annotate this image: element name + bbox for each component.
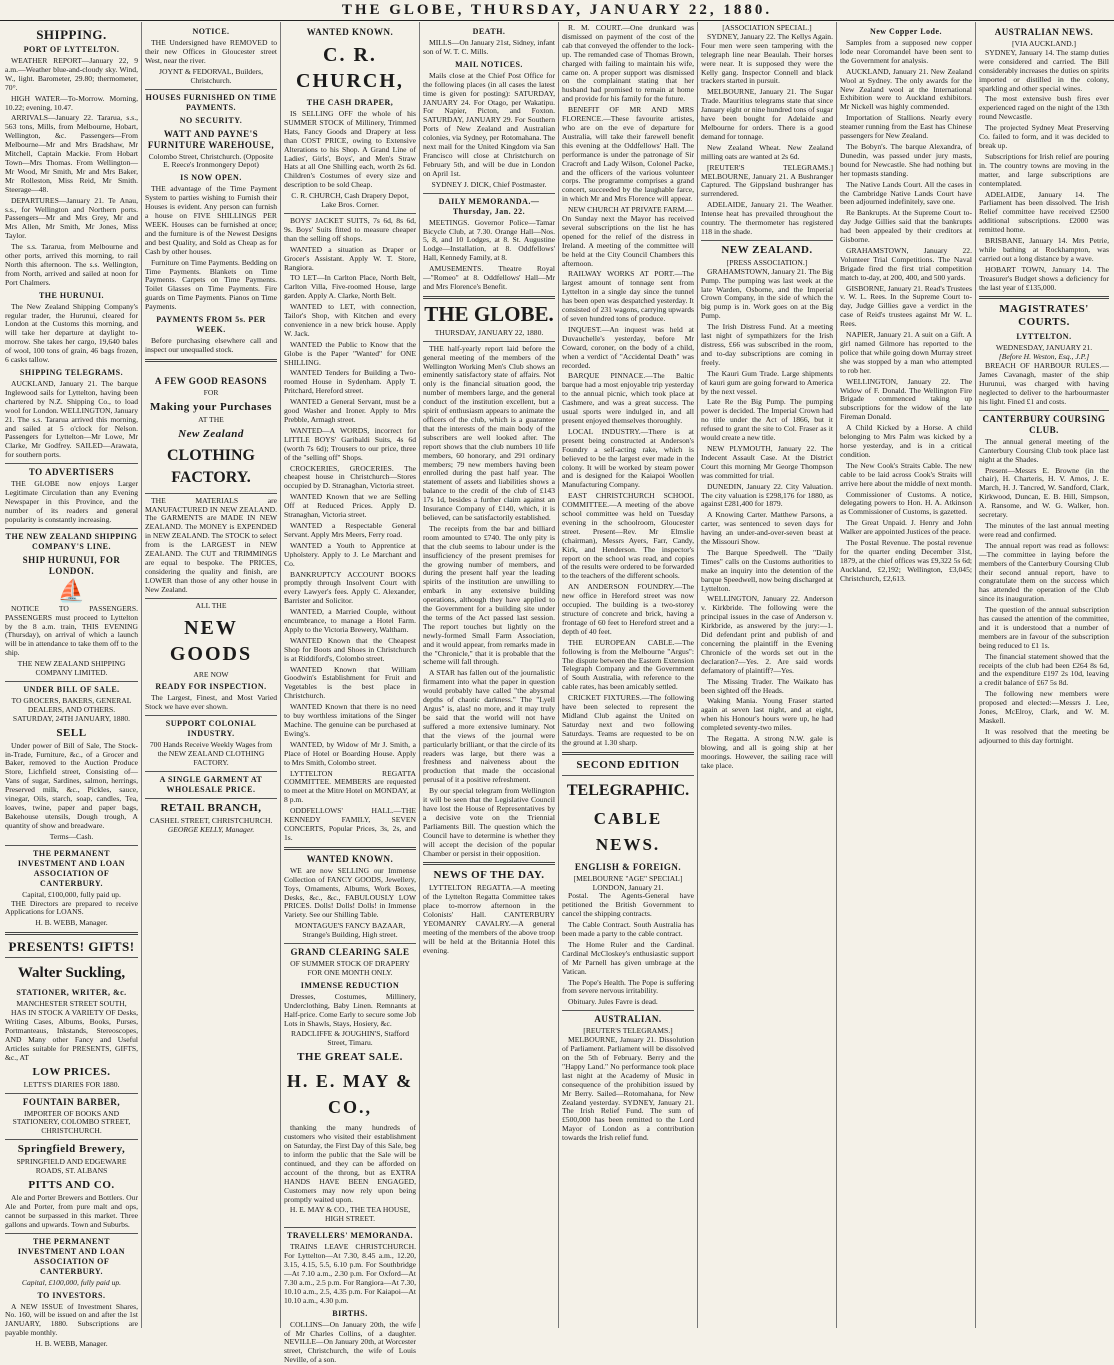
springfield-heading: Springfield Brewery,: [17, 1143, 126, 1156]
telegram-item: Importation of Stallions. Nearly every steamer running from the East has Chinese passengers for New Zealand.: [840, 113, 972, 141]
small-ads-list: [284, 217, 416, 843]
notice-signature: JOYNT & FEDORVAL, Builders, Christchurch.: [159, 66, 263, 85]
cable-item: The Home Ruler and the Cardinal. Cardinal McCloskey's enthusiastic support of Mr Parnell has given umbrage at the Vatican.: [562, 939, 694, 976]
divider: [145, 715, 277, 716]
daily-memoranda-amusements: AMUSEMENTS. Theatre Royal—"Romeo" at 8. Oddfellows' Hall—Mr and Mrs Florence's Benefit.: [423, 264, 555, 291]
the-globe-heading: THE GLOBE.: [424, 301, 554, 326]
divider: [5, 528, 138, 529]
suckling-subheading: STATIONER, WRITER, &c.: [16, 988, 127, 998]
watt-payments: PAYMENTS FROM 5s. PER WEEK.: [156, 315, 266, 335]
may-body: thanking the many hundreds of customers who visited their establishment on Saturday, the First Day of this Sale, beg to inform the public that the Sale will be continued, and they can be afforded on account of the throng, but as EXTRA HANDS HAVE BEEN ENGAGED, Customers may now rely upon being promptly waited upon.: [284, 1123, 416, 1204]
births-text: COLLINS—On January 20th, the wife of Mr Charles Collins, of a daughter. NEVILLE—On January 20th, at Worcester street, Christchurch, the wife of Louis Neville, of a son.: [284, 1319, 416, 1365]
australian-news-item: ADELAIDE, January 14. The Parliament has been dissolved. The Irish Relief committee have received £2500 additional subscriptions. £2000 was remitted home.: [979, 189, 1109, 235]
cable-news-sub: ENGLISH & FOREIGN.: [574, 861, 682, 872]
shipping-heading: SHIPPING.: [36, 27, 107, 42]
hurunui-heading: THE HURUNUI.: [38, 290, 105, 300]
nz-items: [701, 268, 833, 771]
daily-memoranda-meetings: MEETINGS. Governor Police—Tamar Bicycle Club, at 7.30. Orange Hall—Nos. 5, 8, and 10 Lodges, at 8. St. Augustine Lodge—Installation, at 8. Oddfellows' Hall, Kennedy Family, at 8.: [423, 217, 555, 263]
australian-heading: AUSTRALIAN.: [594, 1014, 662, 1025]
hands-text: 700 Hands Receive Weekly Wages from the NEW ZEALAND CLOTHING FACTORY.: [149, 740, 273, 768]
arrivals: ARRIVALS—January 22. Tararua, s.s., 563 tons, Mills, from Melbourne, Hobart, Wellington, &c. Passengers—From Melbourne—Mr and Mrs Bradshaw, Mr Mitchell, Captain Mackie. From Hobart Town—Mrs Thomas. From Wellington—Mr Wood, Mr Smith, Mr and Mrs Baker, Mr Rolleston, Miss Reid, Mr Smith. Steerage—48.: [5, 113, 138, 194]
reasons-for: FOR: [203, 387, 219, 397]
divider: [145, 359, 277, 362]
clearing-reduction: IMMENSE REDUCTION: [300, 980, 400, 990]
second-edition-heading: SECOND EDITION: [576, 758, 680, 771]
advertisers-text: THE GLOBE now enjoys Larger Legitimate Circulation than any Evening Newspaper in this Province, and the number of its readers and general popularity is constantly increasing.: [5, 479, 138, 524]
church-subheading: THE CASH DRAPER,: [306, 98, 394, 107]
hurunui-ship-heading: SHIP HURUNUI, FOR LONDON.: [22, 554, 121, 576]
coursing-item: It was resolved that the meeting be adjourned to this day fortnight.: [979, 726, 1109, 745]
nz-item: DUNEDIN, January 22. City Valuation. The city valuation is £298,176 for 1880, as against £281,400 for 1879.: [701, 481, 833, 509]
telegrams-text: AUCKLAND, January 21. The barque Inglewood sails for Lyttelton, having been chartered by N.Z. Shipping Co., to load wool for London. WELLINGTON, January 21. The s.s. Tararua arrived this morning, and sailed at 5 o'clock for Nelson. Passengers for Lyttelton—Mr Lowe, Mr Clarke, Mr Godfrey. SAILED—Arawata, for southern ports.: [5, 379, 138, 460]
daily-memoranda-heading: DAILY MEMORANDA.—Thursday, Jan. 22.: [438, 196, 540, 216]
lyttelton-body: BREACH OF HARBOUR RULES.—James Cavanagh, master of the ship Hurunui, was charged with having neglected to deliver to the harbourmaster his light. Fined £1 and costs.: [979, 361, 1109, 406]
australian-news-items: [979, 49, 1109, 293]
coursing-item: The financial statement showed that the receipts of the club had been £264 8s 6d, and the expenditure £197 2s 10d, leaving a credit balance of £67 5s 8d.: [979, 651, 1109, 688]
small-ad: WANTED, a Married Couple, without encumbrance, to manage a Hotel Farm. Apply to the Victoria Brewery, Waltham.: [284, 607, 416, 634]
telegram-item: Samples from a supposed new copper lode near Coromandel have been sent to the Government for analysis.: [840, 38, 972, 65]
column-2: [141, 22, 280, 1328]
globe-date: THURSDAY, JANUARY 22, 1880.: [434, 327, 544, 337]
news-item: AN ANDERSON FOUNDRY.—The new office in Hereford street was now occupied. The building is a two-storey structure of concrete and brick, having a frontage of 60 feet to Hereford street and a depth of 40 feet.: [562, 582, 694, 636]
cable-item: Obituary. Jules Favre is dead.: [568, 997, 658, 1007]
divider: [423, 193, 555, 194]
divider: [5, 957, 138, 958]
may-signature: H. E. MAY & CO., THE TEA HOUSE, HIGH STREET.: [289, 1205, 411, 1224]
coursing-club-heading: CANTERBURY COURSING CLUB.: [982, 413, 1106, 435]
mail-signature: SYDNEY J. DICK, Chief Postmaster.: [431, 179, 547, 189]
trains-text: TRAINS LEAVE CHRISTCHURCH. For Lyttelton—At 7.30, 8.45 a.m., 12.20, 3.15, 4.15, 5.5, 6.10 p.m. For Southbridge—At 7.10 a.m., 2.30 p.m. For Oxford—At 7.30 a.m., 2.5 p.m. For Rangiora—At 7.30, 10.10 a.m., 2.5, 4.35 p.m. For Kaiapoi—At 10.10 a.m., 4.30 p.m.: [284, 1242, 416, 1305]
notice-heading: NOTICE.: [192, 27, 230, 36]
watt-footer: Before purchasing elsewhere call and inspect our unequalled stock.: [145, 336, 277, 354]
passenger-notice: NOTICE TO PASSENGERS. PASSENGERS must proceed to Lyttelton by the 8 a.m. train, THIS EVENING (Thursday), on arrival of which a launch will be in attendance to take them off to the ship.: [5, 603, 138, 658]
wanted-known-heading-2: WANTED KNOWN.: [306, 853, 394, 864]
column-5: [558, 22, 697, 1328]
divider: [5, 1233, 138, 1234]
divider: [145, 89, 277, 90]
telegram-item: GISBORNE, January 21. Read's Trustees v. W. L. Rees. In the Supreme Court to-day, Judge Gillies gave a verdict in the case of Reid's trustees against Mr W. L. Rees.: [840, 283, 972, 329]
ship-icon: ⛵: [57, 577, 86, 603]
divider: [5, 1139, 138, 1140]
leader-paragraph: The receipts from the bar and billiard room amounted to £740. The only pity is that the club seems to labour under is the insufficiency of the present premises for the growing number of members, and during the present half year the leading spirits of the institution are unwilling to embark in any extensive building operations, although they have applied to the Government for a building site under the terms of the Act passed last session. The report touches but lightly on the newly-formed Small Farm Association, and it would appear, from remarks made in the "Chronicle," that it is probable that the scheme will fall through.: [423, 523, 555, 667]
news-item: CRICKET FIXTURES.—The following have been selected to represent the Midland Club against the United on Saturday next and two following Saturdays. Teams are requested to be on the ground at 1.30 sharp.: [562, 693, 694, 747]
divider: [145, 771, 277, 772]
nz-item: Late Re the Big Pump. The pumping power is decided. The Imperial Crown had no title under the Act of 1866, but it refused to grant the site to Col. Fraser as it would create a new title.: [701, 397, 833, 443]
watt-heading: WATT AND PAYNE'S FURNITURE WAREHOUSE,: [147, 128, 275, 150]
australian-news-item: The most extensive bush fires ever experienced raged on the night of the 13th round Newcastle.: [979, 94, 1109, 122]
divider: [5, 845, 138, 846]
divider: [562, 1010, 694, 1011]
new-goods-now: ARE NOW: [193, 669, 229, 679]
divider: [5, 932, 138, 935]
divider: [423, 341, 555, 342]
high-water: HIGH WATER—To-Morrow. Morning, 10.22; evening, 10.47.: [5, 93, 138, 112]
telegram-item: The Postal Revenue. The postal revenue for the quarter ending December 31st, 1879, at the chief offices was £9,322 5s 6d; Auckland, £2,192; Wellington, £3,045; Christchurch, £2,613.: [840, 538, 972, 583]
association-special-tag: [ASSOCIATION SPECIAL.]: [722, 23, 812, 32]
cable-date: LONDON, January 21.: [592, 882, 664, 892]
small-ad: WANTED a Youth to Apprentice at Upholstery. Apply to J. Le Marchant and Co.: [284, 540, 416, 568]
nz-item: The Missing Trader. The Waikato has been sighted off the Heads.: [701, 676, 833, 695]
small-ad: WANTED a Respectable General Servant. Apply Mrs Meers, Ferry road.: [284, 520, 416, 539]
clearing-signature: RADCLIFFE & JOUGHIN'S, Stafford Street, Timaru.: [290, 1029, 410, 1048]
australian-news-item: The projected Sydney Meat Preserving Co. failed to form, and it was decided to break up.: [979, 123, 1109, 150]
sale-audience: TO GROCERS, BAKERS, GENERAL DEALERS, AND OTHERS.: [11, 695, 132, 714]
divider: [423, 296, 555, 299]
travellers-heading: TRAVELLERS' MEMORANDA.: [287, 1231, 413, 1241]
sale-terms: Terms—Cash.: [49, 831, 94, 841]
australian-news-item: BRISBANE, January 14. Mrs Petrie, while bathing at Rockhampton, was carried out a long distance by a wave.: [979, 236, 1109, 263]
cable-item: The Cable Contract. South Australia has been made a party to the cable contract.: [562, 920, 694, 939]
investors-signature: H. B. WEBB, Manager.: [35, 1339, 108, 1349]
news-item: INQUEST.—An inquest was held at Duvauchelle's yesterday, before Mr Coward, coroner, on the body of a child, when a verdict of "Accidental Death" was recorded.: [562, 324, 694, 370]
column-grid: [2, 22, 1112, 1365]
pitts-body: Ale and Porter Brewers and Bottlers. Our Ale and Porter, from pure malt and ops, cannot be surpassed in this market. Three gallons and upwards. Town and Suburbs.: [5, 1193, 138, 1229]
cable-item: The Pope's Health. The Pope is suffering from severe nervous irritability.: [562, 977, 694, 996]
small-ad: WANTED, by Widow of Mr J. Smith, a Place of Hotel or Boarding House. Apply to Mrs Smith, Colombo street.: [284, 739, 416, 767]
telegram-item: NAPIER, January 21. A suit on a Gift. A girl named Gilmore has reported to the police that while going down Murray street she was stopped by a man who attempted to rob her.: [840, 330, 972, 375]
news-items: [562, 24, 694, 748]
sale-sell: SELL: [56, 726, 87, 739]
special-item: MELBOURNE, January 21. The Sugar Trade. Mauritius telegrams state that since January eight or nine hundred tons of sugar have been bought for Adelaide and Melbourne for orders. There is a good demand for tonnage.: [701, 87, 833, 141]
column-4: [419, 22, 558, 1328]
coursing-item: The following new members were proposed and elected:—Messrs J. Lee, Jones, McElroy, Clark, and W. M. Maskell.: [979, 689, 1109, 725]
pitts-heading: PITTS AND CO.: [28, 1179, 115, 1192]
weather-report: WEATHER REPORT—January 22, 9 a.m.—Weather blue-and-cloudy sky. Wind, W., light. Barometer, 29.80; thermometer, 70°.: [5, 56, 138, 92]
divider: [701, 240, 833, 241]
may-heading: H. E. MAY & CO.,: [286, 1071, 414, 1118]
wholesale-text: A SINGLE GARMENT AT WHOLESALE PRICE.: [159, 774, 263, 794]
low-prices: LOW PRICES.: [32, 1065, 111, 1078]
leader-paragraph: By our special telegram from Wellington it will be seen that the Legislative Council have lost the House of Representatives by a decisive vote on the Triennial Parliaments Bill. The question which the Council have to determine is whether they will accept the decision of the popular Chamber or persist in their opposition.: [423, 786, 555, 858]
sale-body: Under power of Bill of Sale, The Stock-in-Trade, Furniture, &c., of a Grocer and Baker, removed to the Auction Produce Store, Lichfield street, Consisting of— Vans of sugar, Sardines, salmon, herrings, Preserved milk, &c., Pickles, sauce, vinegar, Oils, starch, soap, candles, Tea, loaves, twine, paper and paper bags, Bakehouse utensils, Dough trough, A quantity of show and breadware.: [5, 740, 138, 830]
reasons-heading: A FEW GOOD REASONS: [154, 375, 268, 386]
small-ad: WANTED Known that we are Selling Off at Reduced Prices. Apply D. Stranaghan, Victoria street.: [284, 492, 416, 520]
small-ad: TO LET—In Carlton Place, North Belt, Carlton Villa, Five-roomed House, large garden. Apply A. Clarke, North Belt.: [284, 273, 416, 301]
telegram-items: [840, 39, 972, 584]
divider: [562, 775, 694, 776]
divider: [145, 493, 277, 494]
nz-item: Waking Mania. Young Fraser started again at seven last night, and at eight, when his Honour's hours were up, he had completed seventy-two miles.: [701, 696, 833, 733]
coursing-item: The minutes of the last annual meeting were read and confirmed.: [979, 520, 1109, 539]
divider: [979, 296, 1109, 299]
nz-item: The Irish Distress Fund. At a meeting last night of sympathizers for the Irish distress, £66 was subscribed in the room, and to-day subscriptions are coming in freely.: [701, 322, 833, 367]
nz-item: WELLINGTON, January 22. Anderson v. Kirkbride. The following were the principal issues in the case of Anderson v. Kirkbride, as answered by the jury:—1. Did defendant print and publish of and concerning the plaintiff in the Evening Chronicle of the words set out in the declaration?—Yes. 2. Are said words defamatory of plaintiff?—Yes.: [701, 594, 833, 675]
letts-diaries: LETTS'S DIARIES FOR 1880.: [23, 1079, 120, 1089]
houses-heading: HOUSES FURNISHED ON TIME PAYMENTS.: [145, 92, 277, 112]
nz-item: The Kauri Gum Trade. Large shipments of kauri gum are going forward to America by the next vessel.: [701, 368, 833, 396]
sailing-note: The s.s. Tararua, from Melbourne and other ports, arrived this morning, to rail North this afternoon. The s.s. Wellington, from North, arrived and sailed at noon for Port Chalmers.: [5, 242, 138, 287]
loan-capital-2: Capital, £100,000, fully paid up.: [21, 1277, 122, 1287]
news-item: NEW CHURCH AT PRIVATE FARM.—On Sunday next the Mayor has received several subscriptions on the list he has opened for the relief of the distress in Ireland. A meeting of the committee will be held at the City Council Chambers this afternoon.: [562, 205, 694, 268]
australian-news-tag: [VIA AUCKLAND.]: [1011, 39, 1077, 48]
suckling-body: HAS IN STOCK A VARIETY OF Desks, Writing Cases, Albums, Books, Purses, Portmanteaus, Inkstands, Stereoscopes, AND Many other Fancy and Useful Articles suitable for PRESENTS, GIFTS, &c., AT: [5, 1008, 138, 1062]
lyttelton-bench: [Before H. Weston, Esq., J.P.]: [998, 352, 1090, 362]
divider: [284, 847, 416, 850]
now-open: IS NOW OPEN.: [180, 173, 242, 183]
small-ad: BANKRUPTCY ACCOUNT BOOKS promptly through Insolvent Court with every Lawyer's fees. Apply C. Alexander, Barrister and Solicitor.: [284, 569, 416, 606]
divider: [562, 752, 694, 755]
small-ad: CROCKERIES, GROCERIES. The cheapest house in Christchurch—Stores occupied by D. Stranaghan, Victoria street.: [284, 463, 416, 491]
news-item: R. M. COURT.—One drunkard was dismissed on payment of the cost of the cab that conveyed the offender to the lock-up. The remanded case of Thomas Brown, charged with failing to maintain his wife, came on. A proper support was dismissed on the complainant stating that her husband had promised to remain at home and provide for his family for the future.: [562, 23, 694, 104]
australian-tag: [REUTER'S TELEGRAMS.]: [583, 1026, 673, 1036]
advertisers-heading: TO ADVERTISERS: [28, 467, 115, 478]
australian-news-item: HOBART TOWN, January 14. The Treasurer's Budget shows a deficiency for the last year of £135,000.: [979, 264, 1109, 292]
leader-articles: [423, 345, 555, 859]
australian-body: MELBOURNE, January 21. Dissolution of Parliament. Parliament will be dissolved on the 5th of February. Berry and the "Happy Land." No performance took place last night at the Academy of Music in consequence of the prohibition issued by Mr Berry. Sailed—Rotomahana, for New Zealand yesterday. SYDNEY, January 21. The Irish Relief Fund. The sum of £500,000 has been remitted to the Lord Mayor of London as a contribution towards the Irish relief fund.: [562, 1035, 694, 1143]
nzsc-signature: THE NEW ZEALAND SHIPPING COMPANY LIMITED.: [17, 659, 126, 678]
new-goods-all: ALL THE: [195, 600, 227, 610]
telegram-item: The Bobyn's. The barque Alexandra, of Dunedin, was passed under jury masts, bound for Newcastle. She had nothing but her topmasts standing.: [840, 141, 972, 178]
small-ad: WANTED—A WORDS, incorrect for LITTLE BOYS' Garibaldi Suits, 4s 6d (worth 7s 6d); Trousers to our price, three of the "selling off" Shops.: [284, 425, 416, 462]
small-ad: WANTED Known that William Goodwin's Establishment for Fruit and Vegetables is the best place in Christchurch.: [284, 664, 416, 701]
divider: [5, 681, 138, 682]
news-item: BARQUE PINNACE.—The Baltic barque had a most enjoyable trip yesterday to the annual picnic, which took place at Cashmere, and was a great success. The usual sports were indulged in, and all present enjoyed themselves thoroughly.: [562, 371, 694, 425]
leader-paragraph: A STAR has fallen out of the journalistic firmament into what the paper in question would probably have called "the abysmal depths of chaotic darkness." The "Lyell Argus" is, alas! no more, and it may truly be said that the world will not have suffered a more extensive luminary. Not that the views of the journal were particularly brilliant, or that the circle of its readers was large, but there was a freshness and naiveness about the production that made the occasional perusal of it a positive refreshment.: [423, 668, 555, 785]
watt-list: Furniture on Time Payments. Bedding on Time Payments. Blankets on Time Payments. Carpets on Time Payments. Toilet Glasses on Time Payments. Fire guards on Time Payments. Pianos on Time Payments.: [145, 257, 277, 312]
retail-heading: RETAIL BRANCH,: [160, 801, 262, 814]
mail-notices-heading: MAIL NOTICES.: [455, 59, 523, 69]
lyttelton-date: WEDNESDAY, JANUARY 21.: [995, 343, 1093, 353]
clearing-body: Dresses, Costumes, Millinery, Underclothing, Baby Linen. Remnants at Half-price. Come Early to secure some Job Lots in Shawls, Stays, Hosiery, &c.: [284, 991, 416, 1028]
telegrams-heading: SHIPPING TELEGRAMS.: [19, 368, 124, 377]
special-items: [701, 33, 833, 237]
loan-association-heading: THE PERMANENT INVESTMENT AND LOAN ASSOCIATION OF CANTERBURY.: [17, 848, 126, 888]
press-association-tag: [PRESS ASSOCIATION.]: [726, 257, 808, 267]
cable-items: [562, 892, 694, 1007]
australian-news-heading: AUSTRALIAN NEWS.: [994, 27, 1094, 37]
lyttelton-heading: LYTTELTON.: [1016, 332, 1072, 342]
australian-news-item: SYDNEY, January 14. The stamp duties were considered and carried. The Bill considerably increases the duties on spirits imported or distilled in the colony, sparkling and other special wines.: [979, 47, 1109, 93]
small-ad: LYTTELTON REGATTA COMMITTEE. MEMBERS are requested to meet at the Mitre Hotel on MONDAY, at 8 p.m.: [284, 768, 416, 805]
notice-body: THE Undersigned have REMOVED to their new Offices in Gloucester street West, near the river.: [145, 38, 277, 65]
suckling-street: MANCHESTER STREET SOUTH,: [16, 999, 127, 1009]
nzsc-heading: THE NEW ZEALAND SHIPPING COMPANY'S LINE.: [5, 531, 138, 551]
montague-signature: MONTAGUE'S FANCY BAZAAR, Strange's Building, High street.: [294, 921, 406, 940]
fancy-goods-body: WE are now SELLING our Immense Collection of FANCY GOODS, Jewellery, Toys, Ornaments, Albums, Work Boxes, Desks, &c., &c., FABULOUSLY LOW PRICES. Dolls! Dolls! Dolls! in Immense Variety. See our Shilling Table.: [284, 865, 416, 920]
loan-body: THE Directors are prepared to receive Applications for LOANS.: [5, 898, 138, 917]
departures: DEPARTURES—January 21. Te Anau, s.s., for Wellington and Northern ports. Passengers—Mr and Mrs Grey, Mr and Mrs Allen, Mr Smith, Mr Jones, Miss Taylor.: [5, 195, 138, 241]
reasons-making: Making your Purchases: [150, 400, 272, 413]
small-ad: WANTED a General Servant, must be a good Washer and Ironer. Apply to Mrs Prebble, Armagh street.: [284, 397, 416, 424]
death-heading: DEATH.: [472, 27, 506, 36]
reasons-at: AT THE: [198, 414, 224, 424]
divider: [979, 410, 1109, 411]
divider: [145, 598, 277, 599]
reasons-nz: New Zealand: [178, 427, 244, 440]
divider: [5, 463, 138, 464]
investors-body: A NEW ISSUE of Investment Shares, No. 160, will be issued on and after the 1st JANUARY, 1880. Subscriptions are payable monthly.: [5, 1301, 138, 1338]
births-heading: BIRTHS.: [332, 1308, 368, 1318]
column-1: [2, 22, 141, 1349]
new-zealand-heading: NEW ZEALAND.: [721, 243, 813, 256]
telegram-item: The Native Lands Court. All the cases in the Cambridge Native Lands Court have been adjourned indefinitely, save one.: [840, 179, 972, 207]
telegram-item: GRAHAMSTOWN, January 22. Volunteer Trial Competitions. The Naval Brigade fired the first trial competition match to-day, at 200, 400, and 500 yards.: [840, 245, 972, 282]
small-ad: ODDFELLOWS' HALL.—THE KENNEDY FAMILY, SEVEN CONCERTS, Popular Prices, 3s, 2s, and 1s.: [284, 806, 416, 842]
coursing-item: The annual report was read as follows:—The committee in laying before the members of the Canterbury Coursing Club their second annual report, have to congratulate them on the success which has attended the operation of the Club since its inauguration.: [979, 540, 1109, 604]
nz-item: The Regatta. A strong N.W. gale is blowing, and all is going ship at her moorings. However, the sailing race will take place.: [701, 734, 833, 770]
church-heading: C. R. CHURCH,: [296, 44, 404, 92]
bill-of-sale-heading: UNDER BILL OF SALE.: [23, 684, 120, 694]
new-goods-ready: READY FOR INSPECTION.: [155, 682, 267, 692]
death-text: MILLS—On January 21st, Sidney, infant son of W. T. C. Mills.: [423, 38, 555, 56]
watt-address: Colombo Street, Christchurch. (Opposite E. Reece's Ironmongery Depot): [148, 151, 274, 170]
nz-item: NEW PLYMOUTH, January 22. The Indecent Assault Case. At the District Court this morning Mr George Thompson was committed for trial.: [701, 443, 833, 480]
cable-tag: [MELBOURNE "AGE" SPECIAL]: [573, 873, 683, 883]
telegraphic-heading: TELEGRAPHIC.: [566, 781, 690, 799]
retail-manager: GEORGE KELLY, Manager.: [167, 824, 255, 834]
nz-item: A Knowing Carter. Matthew Parsons, a carter, was sentenced to seven days for having an under-and-over-seven beast at the Missouri Show.: [701, 510, 833, 547]
retail-address: CASHEL STREET, CHRISTCHURCH.: [149, 815, 273, 825]
divider: [284, 943, 416, 944]
telegram-item: A Child Kicked by a Horse. A child belonging to Mrs Palm was kicked by a horse yesterday, and is in a critical condition.: [840, 423, 972, 459]
port-heading: PORT OF LYTTELTON.: [23, 45, 120, 54]
great-sale-heading: THE GREAT SALE.: [297, 1051, 403, 1064]
telegram-item: WELLINGTON, January 22. The Widow of F. Donald. The Wellington Fire Brigade commenced taking up subscriptions for the widow of the late Fireman Donald.: [840, 376, 972, 422]
coursing-item: The annual general meeting of the Canterbury Coursing Club took place last night at the Shades.: [979, 436, 1109, 464]
loan-signature: H. B. WEBB, Manager.: [35, 918, 108, 928]
telegram-item: AUCKLAND, January 21. New Zealand Wool at Sydney. The only awards for the New Zealand wool at the International Exhibition were to Auckland exhibitors. Mr Nickell was highly commended.: [840, 66, 972, 112]
column-3: [280, 22, 419, 1365]
news-of-the-day-heading: NEWS OF THE DAY.: [433, 869, 545, 882]
nz-item: The Barque Speedwell. The "Daily Times" calls on the Customs authorities to make an inquiry into the detention of the barque Speedwell, now being discharged at Lyttelton.: [701, 547, 833, 593]
column-6: [697, 22, 836, 1328]
small-ad: WANTED Tenders for Building a Two-roomed House in Sydenham. Apply T. Pritchard, Hereford street.: [284, 368, 416, 396]
copper-lode-heading: New Copper Lode.: [869, 27, 943, 36]
loan-capital: Capital, £100,000, fully paid up.: [22, 889, 121, 899]
suckling-heading: Walter Suckling,: [17, 965, 126, 982]
news-item: THE EUROPEAN CABLE.—The following is from the Melbourne "Argus": The dispute between the Eastern Extension Telegraph Company and the Government of South Australia, with reference to the cable rates, has been amicably settled.: [562, 637, 694, 692]
telegram-item: Commissioner of Customs. A notice, delegating powers to Hon. H. A. Atkinson as Commissioner of Customs, is gazetted.: [840, 489, 972, 517]
wanted-known-heading: WANTED KNOWN.: [306, 27, 394, 37]
church-signature: C. R. CHURCH, Cash Drapery Depot, Lake Bros. Corner.: [291, 191, 409, 210]
coursing-item: Present—Messrs E. Browne (in the chair), H. Charteris, H. V. Amos, J. E. March, H. J. Tancred, W. Sandford, Clark, Kirkwood, Duncan, E. B. Hill, Simpson, A. Ransome, and W. G. Walker, hon. secretary.: [979, 465, 1109, 520]
australian-news-item: Subscriptions for Irish relief are pouring in. The country towns are moving in the matter, and large subscriptions are contemplated.: [979, 151, 1109, 188]
cable-news-heading: CABLE NEWS.: [593, 808, 663, 854]
investors-heading: TO INVESTORS.: [37, 1290, 106, 1300]
news-of-the-day-text: LYTTELTON REGATTA.—A meeting of the Lyttelton Regatta Committee takes place to-morrow afternoon in the Colonists' Hall. CANTERBURY YEOMANRY CAVALRY.—A general meeting of the members of the above troop will be held at the Britannia Hotel this evening.: [423, 883, 555, 955]
small-ad: WANTED Known that there is no need to buy worthless imitations of the Singer Machine. The genuine can be purchased at Ewing's.: [284, 702, 416, 738]
telegram-item: The New Cook's Straits Cable. The new cable to be laid across Cook's Straits will arrive here about the middle of next month.: [840, 460, 973, 488]
divider: [5, 1093, 138, 1094]
clothing-factory-heading: CLOTHING FACTORY.: [166, 446, 255, 486]
mail-notices-text: Mails close at the Chief Post Office for the following places (in all cases the latest time is given for posting): SATURDAY, JANUARY 24. For Otago, per Wakatipu. For Napier, Picton, and Foxton. SATURDAY, JANUARY 29. For Southern Ports of New Zealand and Australian colonies, via Sydney, per Rotomahana. The next mail for the United Kingdom via San Francisco will close at Christchurch on February 5th, and will be due in London on April 1st.: [423, 70, 555, 178]
special-item: SYDNEY, January 22. The Kellys Again. Four men were seen tampering with the telegraph line near Beaulah. Their horses were near. It is supposed they were the Kelly gang. Inspector Connell and black trackers started in pursuit.: [701, 31, 833, 86]
new-goods-body: The Largest, Finest, and Most Varied Stock we have ever shown.: [145, 693, 277, 712]
column-8: [975, 22, 1112, 1328]
barber-heading: FOUNTAIN BARBER,: [22, 1096, 121, 1107]
church-body: IS SELLING OFF the whole of his SUMMER STOCK of Millinery, Trimmed Hats, Fancy Goods and Drapery at less than COST PRICE, owing to Extensive Alterations to his Shop. A Grand Line of Ladies', Girls', Boys', and Men's Straw Hats at all One Shilling each, worth 2s 6d. Children's Costumes of every size and description to be sold Cheap.: [284, 109, 416, 190]
springfield-subheading: SPRINGFIELD AND EDGEWARE ROADS, ST. ALBANS: [16, 1157, 127, 1176]
loan-association-heading-2: THE PERMANENT INVESTMENT AND LOAN ASSOCIATION OF CANTERBURY.: [17, 1236, 126, 1276]
watt-body: THE advantage of the Time Payment System to parties wishing to Furnish their Houses is evident. Any person can furnish a house on FIVE SHILLINGS PER WEEK. Houses can be furnished at once; and the furniture is of the Newest Designs and best Quality, and Sold as Cheap as for Cash by other houses.: [145, 184, 277, 256]
news-item: LOCAL INDUSTRY.—There is at present being constructed at Anderson's Foundry a self-acting rake, which is believed to be the largest ever made in the colony. It will be worked by steam power and is designed for the Kaiapoi Woollen Manufacturing Company.: [562, 426, 694, 490]
coursing-item: The question of the annual subscription has caused the attention of the committee, and it is understood that a number of members are in favour of the subscription being reduced to £1 1s.: [979, 605, 1109, 650]
masthead: THE GLOBE, THURSDAY, JANUARY 22, 1880.: [0, 0, 1114, 21]
divider: [284, 1227, 416, 1228]
telegram-item: The Great Unpaid. J. Henry and John Walker are appointed Justices of the peace.: [840, 518, 972, 537]
divider: [423, 862, 555, 865]
small-ad: WANTED Known that the Cheapest Shop for Boots and Shoes in Christchurch is at Riddiford's, Colombo street.: [284, 635, 416, 663]
news-item: EAST CHRISTCHURCH SCHOOL COMMITTEE.—A meeting of the above school committee was held on Tuesday evening in the schoolroom, Gloucester street. Present—Rev. Mr Elmslie (chairman), Messrs Ayers, Farr, Candy, Kirk, and Henderson. The inspector's report on the school was read, and copies of the results were ordered to be forwarded to the teachers of the different schools.: [562, 491, 694, 581]
cable-item: Postal. The Agents-General have petitioned the British Government to cancel the shipping contracts.: [562, 891, 694, 919]
nz-item: GRAHAMSTOWN, January 21. The Big Pump. The pumping was last week at the late Warden, Osborne, and the Imperial Crown Company, in the side of which the big pump is in. Work goes on at the Big Pump.: [701, 266, 833, 321]
small-ad: BOYS' JACKET SUITS, 7s 6d, 8s 6d, 9s. Boys' Suits fitted to measure cheaper than the selling off shops.: [284, 215, 416, 243]
clothing-body: THE MATERIALS are MANUFACTURED IN NEW ZEALAND. The GARMENTS are MADE IN NEW ZEALAND. The MONEY is EXPENDED in NEW ZEALAND. The STOCK to select from is the LARGEST in NEW ZEALAND. The CUT and TRIMMINGS are equal to bespoke. The PRICES, considering the quality and finish, are LOWER than those of any other house in New Zealand.: [145, 495, 277, 594]
sale-date: SATURDAY, 24TH JANUARY, 1880.: [12, 713, 131, 723]
divider: [284, 213, 416, 214]
news-item: RAILWAY WORKS AT PORT.—The largest amount of tonnage sent from Lyttelton in a single day since the tunnel has been open was despatched yesterday. It consisted of 231 wagons, carrying upwards of seven hundred tons of produce.: [562, 269, 694, 323]
special-item: New Zealand Wheat. New Zealand milling oats are wanted at 2s 6d.: [701, 142, 833, 161]
news-item: BENEFIT OF MR AND MRS FLORENCE.—These favourite artistes, who are on the eve of departure for Australia, will take their farewell benefit this evening at the Oddfellows' Hall. The performance is under the patronage of Sir Cracroft and Lady Wilson, Colonel Packe, and the officers of the various volunteer corps. The programme comprises a grand concert, succeeded by the laughable farce, in which Mr and Mrs Florence will appear.: [562, 105, 694, 204]
presents-heading: PRESENTS! GIFTS!: [8, 939, 135, 955]
small-ad: WANTED to LET, with connection, Tailor's Shop, with Kitchen and every convenience in a new brick house. Apply W. Jack.: [284, 302, 416, 338]
support-industry: SUPPORT COLONIAL INDUSTRY.: [165, 719, 257, 739]
barber-body: IMPORTER OF BOOKS AND STATIONERY, COLOMBO STREET, CHRISTCHURCH.: [12, 1108, 131, 1136]
small-ad: WANTED a situation as Draper or Grocer's Assistant. Apply W. T. Store, Rangiora.: [284, 244, 416, 272]
no-security: NO SECURITY.: [179, 115, 243, 125]
new-goods-heading: NEW GOODS: [169, 616, 253, 665]
special-item: ADELAIDE, January 21. The Weather. Intense heat has prevailed throughout the country. The thermometer has registered 118 in the shade.: [701, 200, 833, 236]
coursing-items: [979, 438, 1109, 746]
clearing-sale-heading: GRAND CLEARING SALE: [290, 947, 410, 958]
small-ad: WANTED the Public to Know that the Globe is the Paper "Wanted" for ONE SHILLING.: [284, 339, 416, 367]
clearing-sale-sub: OF SUMMER STOCK OF DRAPERY FOR ONE MONTH ONLY.: [290, 959, 410, 977]
column-7: [836, 22, 975, 1328]
telegram-item: Re Bankrupts. At the Supreme Court to-day Judge Gillies said that the bankrupts had been appealed by their creditors at Gisborne.: [840, 208, 972, 245]
divider: [145, 798, 277, 799]
magistrates-courts-heading: MAGISTRATES' COURTS.: [999, 303, 1089, 329]
hurunui-text: The New Zealand Shipping Company's regular trader, the Hurunui, cleared for London at the Customs this morning, and will take her departure at daylight to-morrow. She takes her cargo, 19,640 bales of wool, 100 tons of grain, 46 bags frozen, 6 casks tallow.: [5, 301, 138, 365]
special-item: [REUTER'S TELEGRAMS.] MELBOURNE, January 21. A Bushranger Captured. The Gippsland bushranger has surrendered.: [701, 162, 833, 199]
leader-paragraph: THE half-yearly report laid before the general meeting of the members of the Wellington Working Men's Club shows an eminently satisfactory state of affairs. Not only is the financial situation good, the number of members large, and the general conduct of the institution excellent, but a spirit of enthusiasm appears to animate the officers of the club, which is a guarantee that the interests of the main body of the subscribers are well looked after. The report shows that the club numbers 10 life members, 60 honorary, and 291 ordinary members; 79 new members having been enrolled during the past half year. The statement of assets and liabilities shows a balance to the credit of the club of £143 17s 1d, besides a further claim against an Insurance Company of £140, which, it is believed, can be satisfactorily established.: [423, 343, 555, 522]
